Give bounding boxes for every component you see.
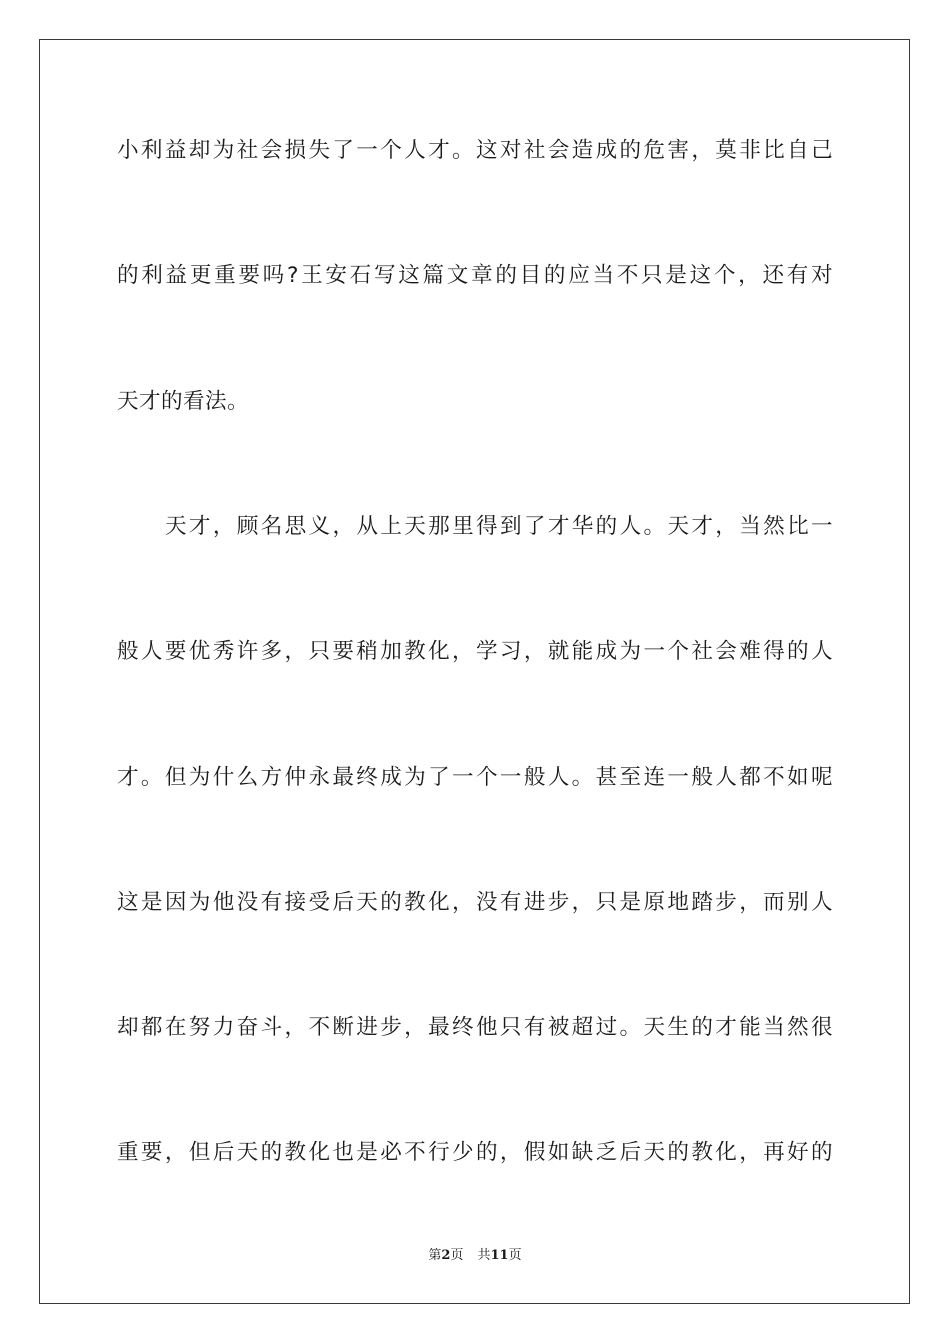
page-suffix: 页 bbox=[450, 1248, 464, 1263]
page-prefix: 第 bbox=[428, 1248, 442, 1263]
total-suffix: 页 bbox=[508, 1248, 522, 1263]
text-line-9: 重要，但后天的教化也是必不行少的，假如缺乏后天的教化，再好的 bbox=[117, 1140, 833, 1165]
page-footer bbox=[0, 1248, 950, 1264]
text-line-2: 的利益更重要吗?王安石写这篇文章的目的应当不只是这个，还有对 bbox=[117, 263, 833, 288]
text-line-8: 却都在努力奋斗，不断进步，最终他只有被超过。天生的才能当然很 bbox=[117, 1015, 833, 1040]
total-pages: 11 bbox=[490, 1248, 509, 1263]
page-number: 2 bbox=[441, 1248, 451, 1263]
text-line-1: 小利益却为社会损失了一个人才。这对社会造成的危害，莫非比自己 bbox=[117, 138, 833, 163]
page-border bbox=[39, 39, 910, 1304]
text-line-6: 才。但为什么方仲永最终成为了一个一般人。甚至连一般人都不如呢 bbox=[117, 765, 833, 790]
text-line-3: 天才的看法。 bbox=[117, 389, 249, 414]
text-line-5: 般人要优秀许多，只要稍加教化，学习，就能成为一个社会难得的人 bbox=[117, 639, 833, 664]
total-prefix: 共 bbox=[477, 1248, 491, 1263]
text-line-7: 这是因为他没有接受后天的教化，没有进步，只是原地踏步，而别人 bbox=[117, 890, 833, 915]
paragraph-start-line: 天才，顾名思义，从上天那里得到了才华的人。天才，当然比一 bbox=[165, 514, 833, 539]
